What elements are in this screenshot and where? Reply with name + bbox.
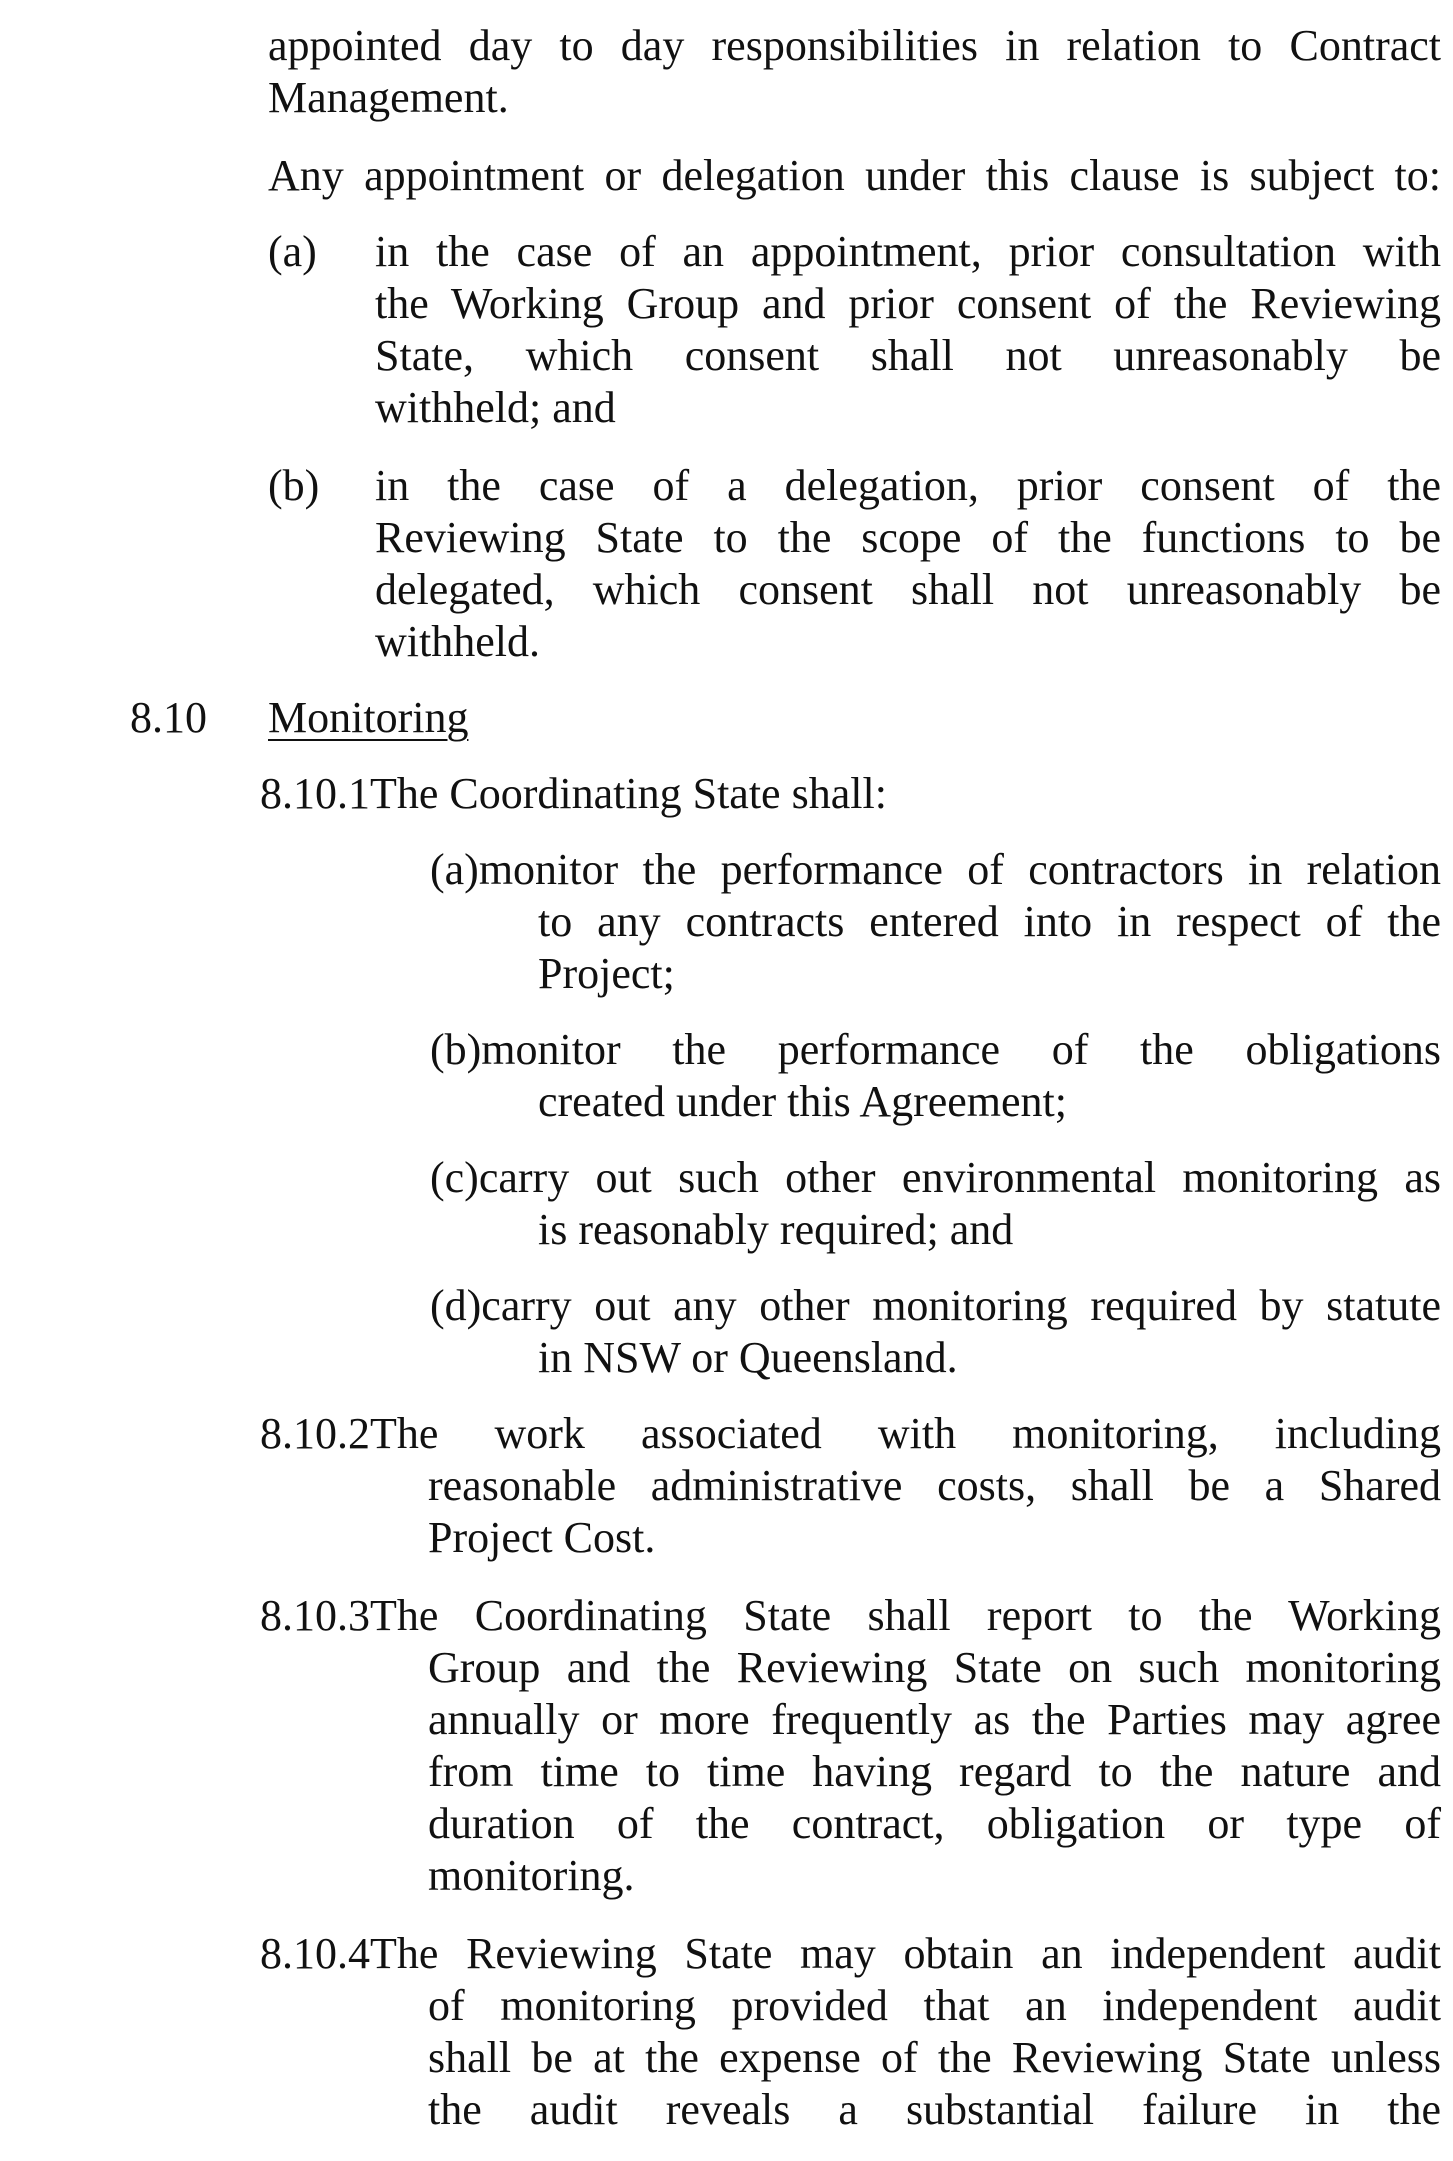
- clause-8-10-3-line-6: monitoring.: [428, 1851, 635, 1900]
- clause-8-10-4-line-3: shall be at the expense of the Reviewing State unless: [428, 2033, 1441, 2082]
- condition-a-line-4: withheld; and: [375, 383, 616, 432]
- clause-8-10-1-d-line-1: (d)carry out any other monitoring required by statute: [430, 1281, 1441, 1330]
- condition-b-line-1: in the case of a delegation, prior consent of the: [375, 461, 1441, 510]
- condition-b-label: (b): [268, 461, 320, 510]
- clause-8-10-4-line-1: 8.10.4The Reviewing State may obtain an independent audit: [260, 1929, 1441, 1978]
- clause-8-10-2-line-3: Project Cost.: [428, 1513, 656, 1562]
- clause-8-10-2-line-2: reasonable administrative costs, shall be a Shared: [428, 1461, 1441, 1510]
- clause-8-10-1-d-line-2: in NSW or Queensland.: [538, 1333, 958, 1382]
- clause-8-10-1-b-line-1: (b)monitor the performance of the obligations: [430, 1025, 1441, 1074]
- clause-8-10-1-lead: 8.10.1The Coordinating State shall:: [260, 769, 887, 818]
- condition-b-line-3: delegated, which consent shall not unreasonably be: [375, 565, 1441, 614]
- intro-line-1: appointed day to day responsibilities in relation to Contract: [268, 21, 1441, 70]
- clause-8-10-1-a-line-1: (a)monitor the performance of contractors in relation: [430, 845, 1441, 894]
- condition-a-label: (a): [268, 227, 317, 276]
- clause-8-10-1-c-line-2: is reasonably required; and: [538, 1205, 1014, 1254]
- section-number: 8.10: [130, 693, 207, 742]
- clause-8-10-1-a-line-2: to any contracts entered into in respect of the: [538, 897, 1441, 946]
- condition-b-line-2: Reviewing State to the scope of the functions to be: [375, 513, 1441, 562]
- condition-a-line-1: in the case of an appointment, prior consultation with: [375, 227, 1441, 276]
- clause-8-10-1-b-line-2: created under this Agreement;: [538, 1077, 1068, 1126]
- clause-8-10-3-line-2: Group and the Reviewing State on such monitoring: [428, 1643, 1441, 1692]
- condition-b-line-4: withheld.: [375, 617, 540, 666]
- clause-8-10-4-line-2: of monitoring provided that an independent audit: [428, 1981, 1441, 2030]
- clause-8-10-3-line-1: 8.10.3The Coordinating State shall report to the Working: [260, 1591, 1441, 1640]
- clause-8-10-1-a-line-3: Project;: [538, 949, 675, 998]
- condition-a-line-3: State, which consent shall not unreasonably be: [375, 331, 1441, 380]
- clause-8-10-3-line-4: from time to time having regard to the nature and: [428, 1747, 1441, 1796]
- condition-a-line-2: the Working Group and prior consent of the Reviewing: [375, 279, 1441, 328]
- clause-8-10-3-line-5: duration of the contract, obligation or type of: [428, 1799, 1441, 1848]
- subject-clause: Any appointment or delegation under this clause is subject to:: [268, 151, 1441, 200]
- clause-8-10-2-line-1: 8.10.2The work associated with monitoring, including: [260, 1409, 1441, 1458]
- intro-line-2: Management.: [268, 73, 509, 122]
- clause-8-10-3-line-3: annually or more frequently as the Parties may agree: [428, 1695, 1441, 1744]
- clause-8-10-4-line-4: the audit reveals a substantial failure in the: [428, 2085, 1441, 2134]
- section-title: Monitoring: [268, 693, 469, 742]
- clause-8-10-1-c-line-1: (c)carry out such other environmental monitoring as: [430, 1153, 1441, 1202]
